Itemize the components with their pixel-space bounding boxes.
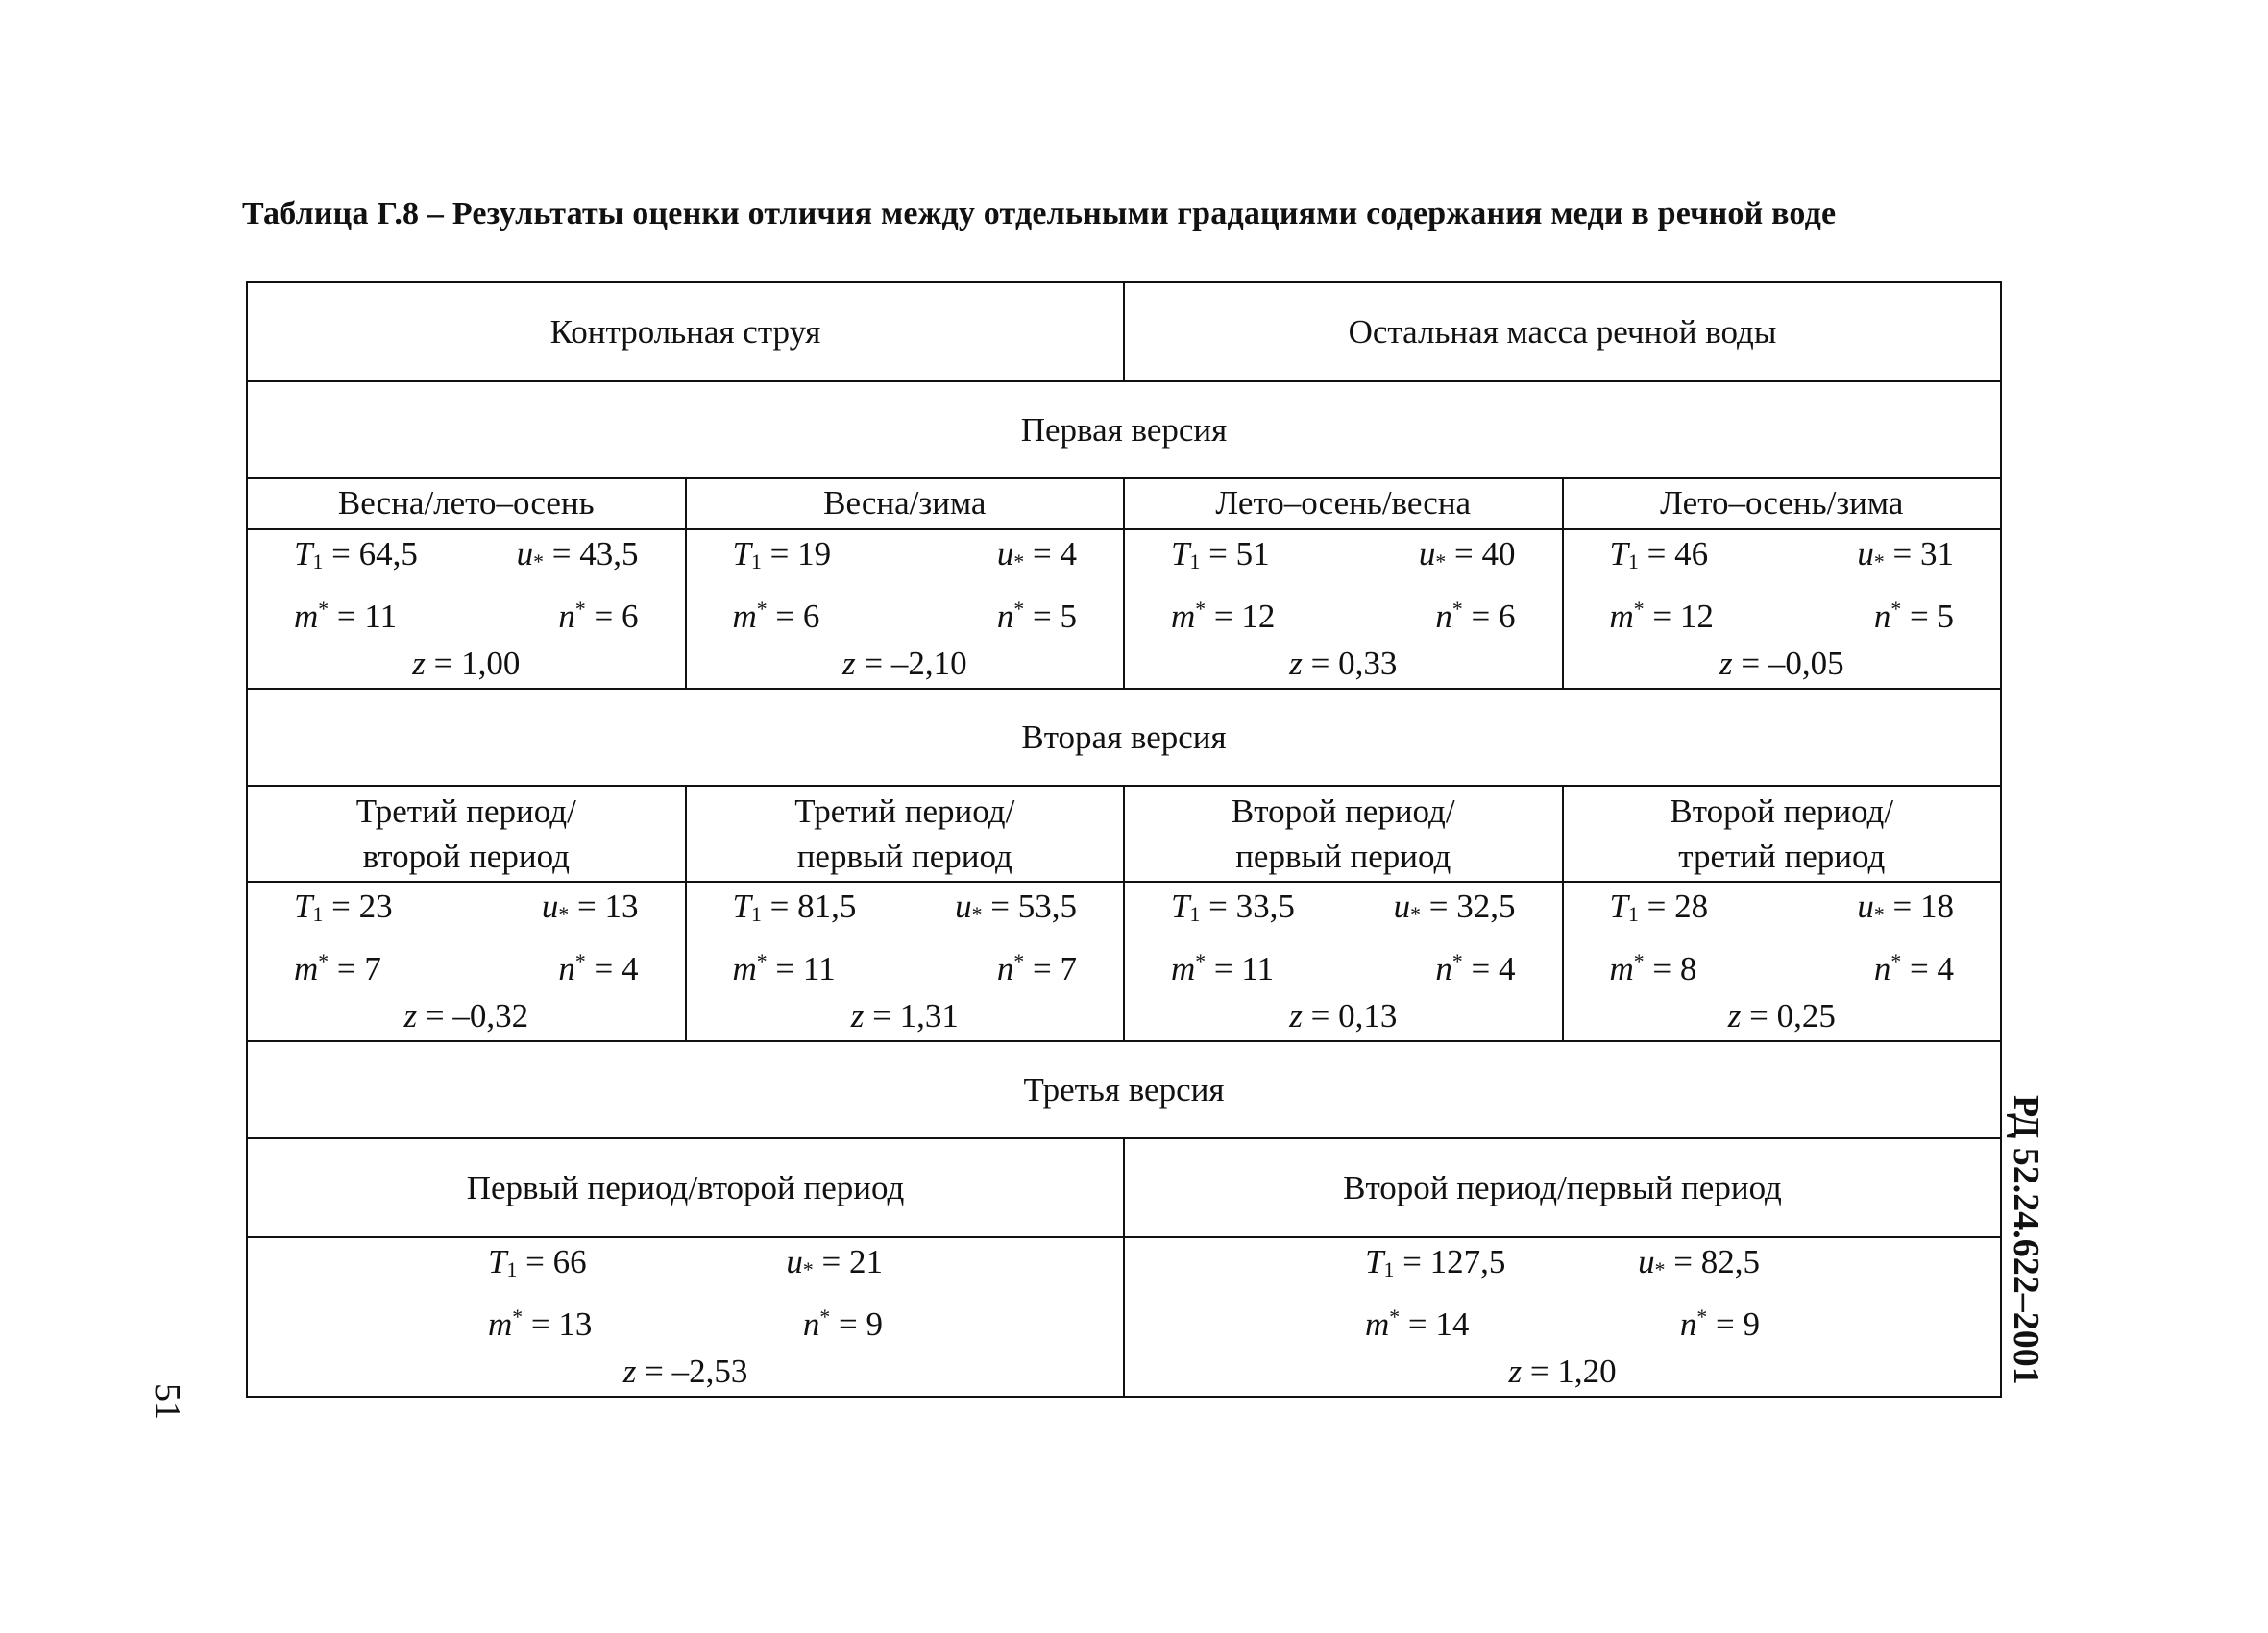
label-row	[247, 1138, 2001, 1237]
stats-cell	[1124, 882, 1563, 1041]
t1-value: $T_1 = 81,5$	[732, 888, 857, 926]
label-row	[247, 786, 2001, 882]
version1-title: Первая версия	[247, 381, 2001, 478]
m-value: m* = 13	[488, 1305, 593, 1343]
z-value: z = 0,13	[1289, 997, 1398, 1035]
u-value: $u_* = 21$	[786, 1243, 883, 1281]
u-value: $u_* = 32,5$	[1393, 888, 1516, 926]
z-value: z = –0,05	[1719, 645, 1844, 682]
n-value: n* = 6	[1435, 597, 1516, 635]
n-value: n* = 4	[1873, 950, 1954, 987]
t1-value: $T_1 = 33,5$	[1171, 888, 1295, 926]
z-value: z = –2,53	[622, 1353, 748, 1390]
z-value: z = 0,33	[1289, 645, 1398, 682]
m-value: m* = 12	[1609, 597, 1714, 635]
column-label: Лето–осень/зима	[1563, 478, 2002, 529]
t1-value: $T_1 = 51$	[1171, 535, 1270, 573]
column-label: Весна/зима	[686, 478, 1125, 529]
t1-value: $T_1 = 23$	[294, 888, 393, 926]
u-value: $u_* = 31$	[1857, 535, 1954, 573]
stats-cell	[1124, 1237, 2001, 1397]
header-control-stream: Контрольная струя	[247, 282, 1124, 381]
table-caption: Таблица Г.8 – Результаты оценки отличия между отдельными градациями содержания меди в речной воде	[242, 196, 1837, 232]
t1-value: $T_1 = 19$	[732, 535, 832, 573]
z-value: z = –0,32	[403, 997, 529, 1035]
column-label: Первый период/второй период	[247, 1138, 1124, 1237]
t1-value: $T_1 = 46$	[1609, 535, 1709, 573]
t1-value: $T_1 = 127,5$	[1365, 1243, 1506, 1281]
z-value: z = 1,31	[850, 997, 959, 1035]
n-value: n* = 5	[996, 597, 1077, 635]
u-value: $u_* = 4$	[996, 535, 1077, 573]
n-value: n* = 4	[1435, 950, 1516, 987]
u-value: $u_* = 40$	[1418, 535, 1516, 573]
stats-cell	[1563, 882, 2002, 1041]
n-value: n* = 4	[558, 950, 639, 987]
version3-title: Третья версия	[247, 1041, 2001, 1138]
u-value: $u_* = 82,5$	[1638, 1243, 1760, 1281]
stats-cell	[247, 1237, 1124, 1397]
column-label: Второй период/ третий период	[1563, 786, 2002, 882]
values-row	[247, 1237, 2001, 1397]
column-label: Третий период/ второй период	[247, 786, 686, 882]
header-rest-water: Остальная масса речной воды	[1124, 282, 2001, 381]
u-value: $u_* = 43,5$	[516, 535, 639, 573]
label-row	[247, 478, 2001, 529]
column-label: Лето–осень/весна	[1124, 478, 1563, 529]
t1-value: $T_1 = 64,5$	[294, 535, 418, 573]
stats-cell	[1124, 529, 1563, 689]
m-value: m* = 12	[1171, 597, 1276, 635]
u-value: $u_* = 13$	[541, 888, 639, 926]
column-label: Второй период/первый период	[1124, 1138, 2001, 1237]
z-value: z = –2,10	[841, 645, 967, 682]
page-number: 51	[147, 1383, 187, 1420]
stats-cell	[686, 882, 1125, 1041]
t1-value: $T_1 = 66$	[488, 1243, 587, 1281]
results-table	[246, 281, 2002, 1398]
version2-title: Вторая версия	[247, 689, 2001, 786]
stats-cell	[686, 529, 1125, 689]
values-row	[247, 882, 2001, 1041]
column-label: Третий период/ первый период	[686, 786, 1125, 882]
stats-cell	[247, 882, 686, 1041]
n-value: n* = 6	[558, 597, 639, 635]
n-value: n* = 9	[802, 1305, 883, 1343]
t1-value: $T_1 = 28$	[1609, 888, 1709, 926]
z-value: z = 1,20	[1508, 1353, 1617, 1390]
column-label: Второй период/ первый период	[1124, 786, 1563, 882]
version-row	[247, 381, 2001, 478]
version-row	[247, 1041, 2001, 1138]
u-value: $u_* = 53,5$	[955, 888, 1077, 926]
m-value: m* = 11	[732, 950, 836, 987]
n-value: n* = 7	[996, 950, 1077, 987]
z-value: z = 1,00	[412, 645, 521, 682]
n-value: n* = 9	[1679, 1305, 1760, 1343]
m-value: m* = 8	[1609, 950, 1697, 987]
document-code: РД 52.24.622–2001	[2006, 1095, 2046, 1385]
z-value: z = 0,25	[1727, 997, 1836, 1035]
m-value: m* = 14	[1365, 1305, 1470, 1343]
stats-cell	[247, 529, 686, 689]
stats-cell	[1563, 529, 2002, 689]
m-value: m* = 11	[294, 597, 398, 635]
m-value: m* = 7	[294, 950, 381, 987]
version-row	[247, 689, 2001, 786]
values-row	[247, 529, 2001, 689]
m-value: m* = 6	[732, 597, 820, 635]
u-value: $u_* = 18$	[1857, 888, 1954, 926]
table-header-row	[247, 282, 2001, 381]
m-value: m* = 11	[1171, 950, 1275, 987]
n-value: n* = 5	[1873, 597, 1954, 635]
column-label: Весна/лето–осень	[247, 478, 686, 529]
